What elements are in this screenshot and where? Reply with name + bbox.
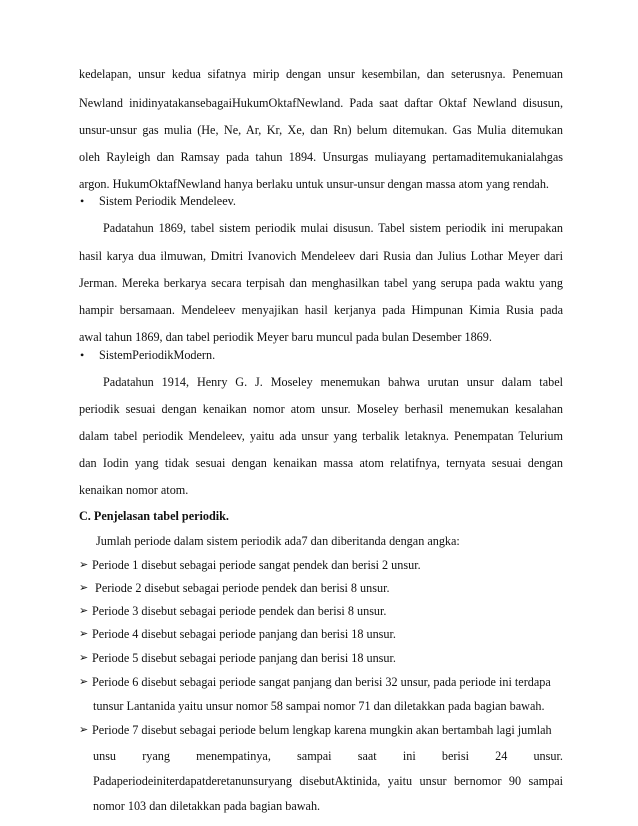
arrow-bullet-icon: ➢ xyxy=(79,628,89,640)
arrow-bullet-icon: ➢ xyxy=(79,676,89,688)
arrow-bullet-icon: ➢ xyxy=(79,724,89,736)
arrow-bullet-icon: ➢ xyxy=(79,605,89,617)
paragraph-line: Padatahun 1914, Henry G. J. Moseley menemukan bahwa urutan unsur dalam tabel xyxy=(103,375,563,389)
bullet-icon: • xyxy=(80,194,85,208)
arrow-bullet-icon: ➢ xyxy=(79,652,89,664)
arrow-bullet-icon: ➢ xyxy=(79,559,89,571)
paragraph-line: kenaikan nomor atom. xyxy=(79,483,189,497)
bullet-heading-modern: SistemPeriodikModern. xyxy=(99,348,216,362)
word: berisi xyxy=(441,749,469,763)
paragraph-line: awal tahun 1869, dan tabel periodik Meyer baru muncul pada bulan Desember 1869. xyxy=(79,330,492,344)
paragraph-line: hampir bersamaan. Mendeleev menyajikan hasil kerjanya pada Himpunan Kimia Rusia pada xyxy=(79,303,563,317)
period-item-continued: tunsur Lantanida yaitu unsur nomor 58 sampai nomor 71 dan diletakkan pada bagian bawah. xyxy=(93,699,545,713)
paragraph-line: Newland inidinyatakansebagaiHukumOktafNewland. Pada saat daftar Oktaf Newland disusun, xyxy=(79,96,563,110)
period-item-continued: nomor 103 dan diletakkan pada bagian bawah. xyxy=(93,799,321,813)
word: unsu xyxy=(93,749,117,763)
arrow-bullet-icon: ➢ xyxy=(79,582,89,594)
period-item: Periode 1 disebut sebagai periode sangat pendek dan berisi 2 unsur. xyxy=(92,558,421,572)
paragraph-line: argon. HukumOktafNewland hanya berlaku untuk unsur-unsur dengan massa atom yang rendah. xyxy=(79,177,549,191)
paragraph-line: hasil karya dua ilmuwan, Dmitri Ivanovich Mendeleev dari Rusia dan Julius Lothar Meyer dari xyxy=(79,249,563,263)
bullet-icon: • xyxy=(80,348,85,362)
paragraph-line: unsur-unsur gas mulia (He, Ne, Ar, Kr, Xe, dan Rn) belum ditemukan. Gas Mulia ditemukan xyxy=(79,123,563,137)
word: ryang xyxy=(142,749,170,763)
word: menempatinya, xyxy=(196,749,271,763)
period-item: Periode 6 disebut sebagai periode sangat panjang dan berisi 32 unsur, pada periode ini terdapa xyxy=(92,675,551,689)
bullet-heading-mendeleev: Sistem Periodik Mendeleev. xyxy=(99,194,236,208)
word: 24 xyxy=(495,749,508,763)
paragraph-line: Padatahun 1869, tabel sistem periodik mulai disusun. Tabel sistem periodik ini merupakan xyxy=(103,221,563,235)
paragraph-line: dan Iodin yang tidak sesuai dengan kenaikan massa atom relatifnya, ternyata sesuai dengan xyxy=(79,456,563,470)
section-heading: C. Penjelasan tabel periodik. xyxy=(79,509,229,523)
period-item-continued xyxy=(93,748,563,764)
paragraph-line: dalam tabel periodik Mendeleev, yaitu ada unsur yang terbalik letaknya. Penempatan Telurium xyxy=(79,429,563,443)
paragraph-line: kedelapan, unsur kedua sifatnya mirip dengan unsur kesembilan, dan seterusnya. Penemuan xyxy=(79,67,563,81)
paragraph-line: oleh Rayleigh dan Ramsay pada tahun 1894. Unsurgas muliayang pertamaditemukanialahgas xyxy=(79,150,563,164)
period-item: Periode 3 disebut sebagai periode pendek dan berisi 8 unsur. xyxy=(92,604,387,618)
period-item: Periode 4 disebut sebagai periode panjang dan berisi 18 unsur. xyxy=(92,627,396,641)
intro-text: Jumlah periode dalam sistem periodik ada7 dan diberitanda dengan angka: xyxy=(96,534,460,548)
period-item: Periode 5 disebut sebagai periode panjang dan berisi 18 unsur. xyxy=(92,651,396,665)
period-item: Periode 2 disebut sebagai periode pendek dan berisi 8 unsur. xyxy=(92,581,390,595)
word: sampai xyxy=(297,749,332,763)
word: saat xyxy=(357,749,377,763)
period-item-continued: Padaperiodeiniterdapatderetanunsuryang disebutAktinida, yaitu unsur bernomor 90 sampai xyxy=(93,774,563,788)
period-item: Periode 7 disebut sebagai periode belum lengkap karena mungkin akan bertambah lagi jumlah xyxy=(92,723,552,737)
paragraph-line: Jerman. Mereka berkarya secara terpisah dan menghasilkan tabel yang serupa pada waktu yang xyxy=(79,276,563,290)
word: ini xyxy=(402,749,416,763)
paragraph-line: periodik sesuai dengan kenaikan nomor atom unsur. Moseley berhasil menemukan kesalahan xyxy=(79,402,563,416)
word: unsur. xyxy=(533,749,563,763)
